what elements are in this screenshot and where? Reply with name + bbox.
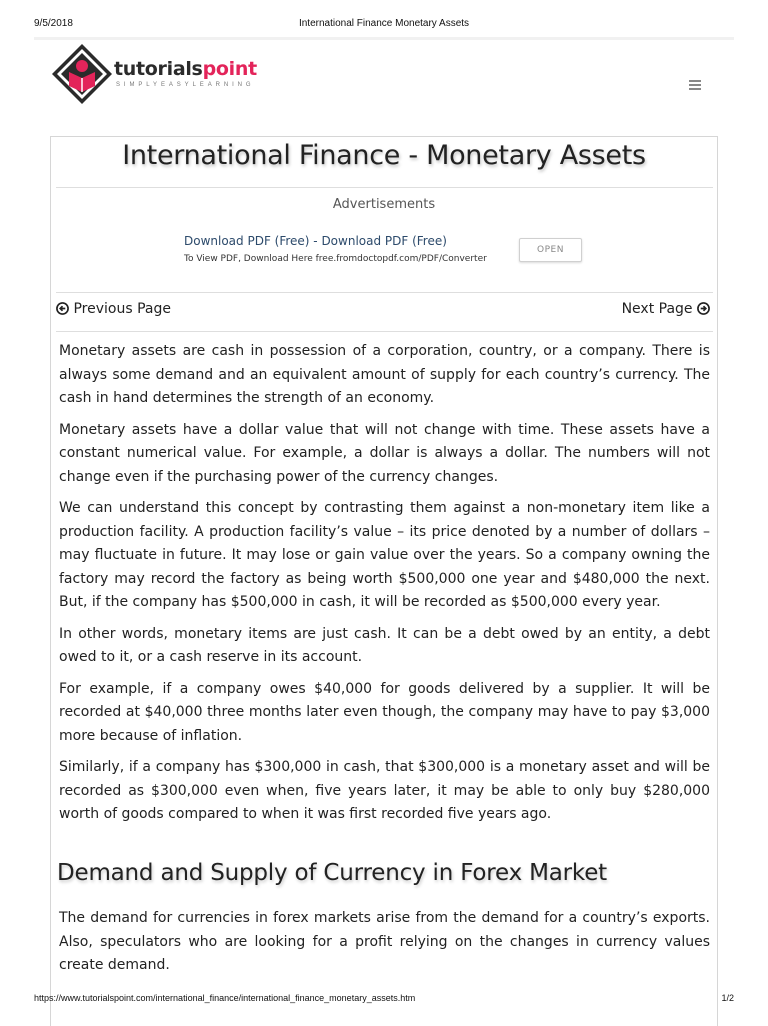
paragraph: Monetary assets are cash in possession of a corporation, country, or a company. There is always some demand and an equivalent amount of supply for each country’s currency. The cash in hand determines the strength of an economy. bbox=[59, 343, 710, 406]
tutorialspoint-logo-icon bbox=[50, 42, 114, 106]
previous-page-link[interactable] bbox=[56, 301, 171, 317]
ad-subtitle: To View PDF, Download Here free.fromdoctopdf.com/PDF/Converter bbox=[184, 254, 487, 264]
site-logo[interactable] bbox=[50, 42, 310, 106]
section-body bbox=[59, 907, 710, 978]
paragraph: For example, if a company owes $40,000 for goods delivered by a supplier. It will be recorded at $40,000 three months later even though, the company may have to pay $3,000 more because of inflation. bbox=[59, 680, 710, 744]
page-title: International Finance - Monetary Assets bbox=[122, 140, 646, 171]
paragraph: The demand for currencies in forex markets arise from the demand for a country’s exports. Also, speculators who are looking for a profit relying on the changes in currency values create demand. bbox=[59, 910, 710, 973]
print-footer bbox=[0, 993, 768, 1007]
next-page-label: Next Page bbox=[621, 301, 693, 317]
article-body bbox=[59, 340, 710, 827]
print-date: 9/5/2018 bbox=[34, 18, 73, 29]
print-title: International Finance Monetary Assets bbox=[298, 18, 470, 29]
brand-tagline: SIMPLYEASYLEARNING bbox=[116, 82, 255, 88]
circle-arrow-right-icon bbox=[697, 302, 710, 315]
paragraph: We can understand this concept by contrasting them against a non-monetary item like a production facility. A production facility’s value – its price denoted by a number of dollars – may fluctuate in future. It may lose or gain value over the years. So a company owning the factory may record the factory as being worth $500,000 one year and $480,000 the next. But, if the company has $500,000 in cash, it will be recorded as $500,000 every year. bbox=[59, 500, 710, 610]
ad-divider bbox=[56, 292, 713, 293]
paragraph: In other words, monetary items are just cash. It can be a debt owed by an entity, a debt owed to it, or a cash reserve in its account. bbox=[59, 625, 710, 665]
next-page-link[interactable] bbox=[622, 301, 710, 317]
print-header bbox=[0, 18, 768, 32]
nav-divider bbox=[56, 331, 713, 332]
paragraph: Monetary assets have a dollar value that will not change with time. These assets have a constant numerical value. For example, a dollar is always a dollar. The numbers will not change even if the purchasing power of the currency changes. bbox=[59, 421, 710, 485]
ad-title-link[interactable]: Download PDF (Free) - Download PDF (Free) bbox=[184, 234, 447, 248]
ad-open-button[interactable]: OPEN bbox=[519, 238, 582, 262]
previous-page-label: Previous Page bbox=[73, 301, 171, 317]
title-divider bbox=[56, 187, 713, 188]
paragraph: Similarly, if a company has $300,000 in cash, that $300,000 is a monetary asset and will be recorded as $300,000 even when, five years later, it may be able to only buy $280,000 worth of goods compared to when it was first recorded five years ago. bbox=[59, 759, 710, 822]
brand-name: tutorialspoint bbox=[114, 58, 257, 80]
advertisements-label: Advertisements bbox=[332, 197, 436, 212]
hamburger-menu-icon[interactable] bbox=[689, 80, 701, 90]
print-page-number: 1/2 bbox=[721, 993, 734, 1003]
section-heading: Demand and Supply of Currency in Forex Market bbox=[57, 860, 607, 886]
print-url: https://www.tutorialspoint.com/international_finance/international_finance_monetary_assets.htm bbox=[34, 993, 416, 1003]
circle-arrow-left-icon bbox=[56, 302, 69, 315]
site-header-bar bbox=[34, 37, 734, 40]
